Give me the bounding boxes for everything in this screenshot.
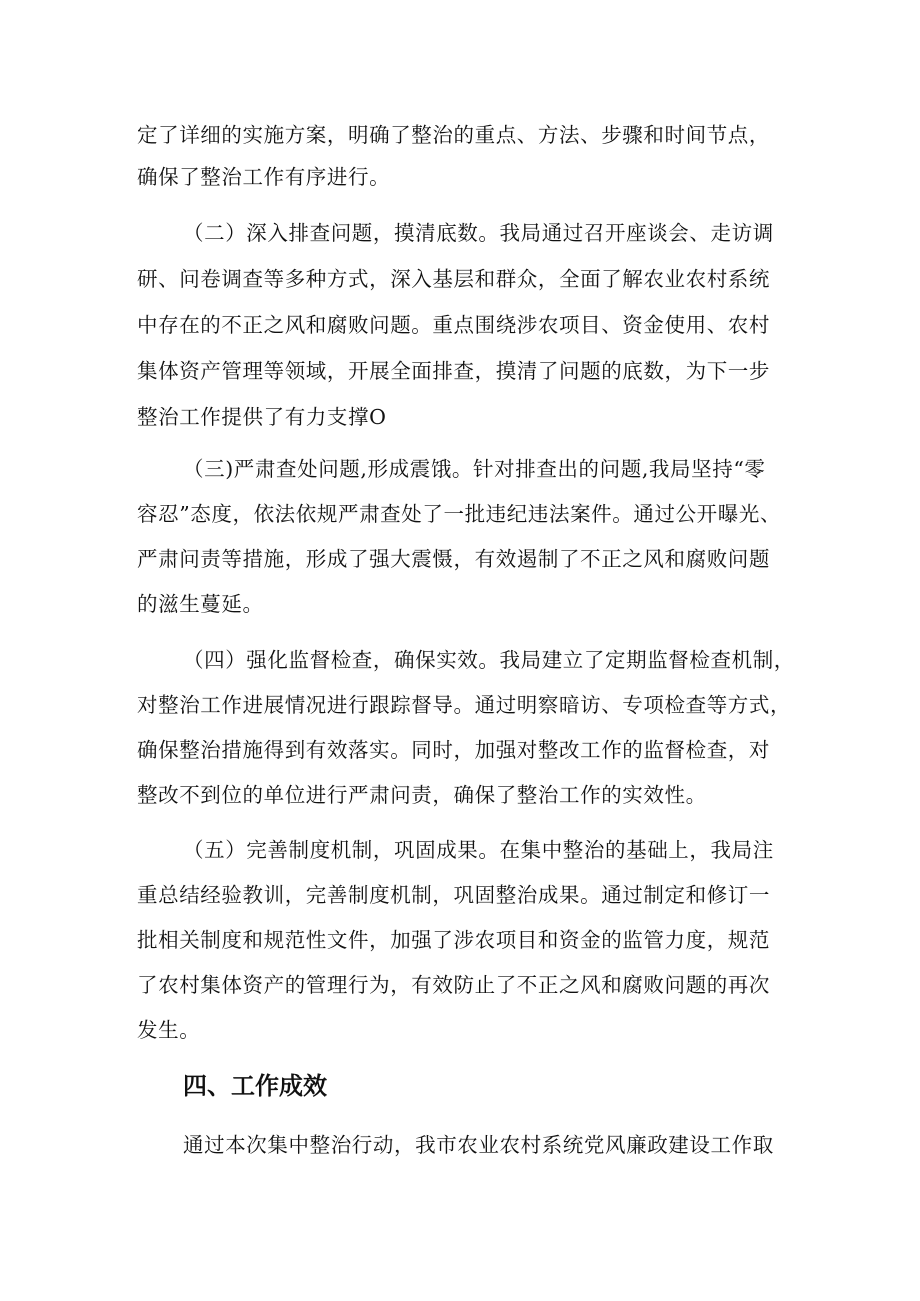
section-3-line: 的滋生蔓延。: [137, 592, 264, 616]
section-3-line: 严肃问责等措施，形成了强大震慑，有效遏制了不正之风和腐败问题: [137, 547, 770, 571]
section-4-line: 对整治工作进展情况进行跟踪督导。通过明察暗访、专项检查等方式，: [137, 693, 792, 717]
section-4-line: 整改不到位的单位进行严肃问责，确保了整治工作的实效性。: [137, 783, 707, 807]
section-5-line: 发生。: [137, 1018, 201, 1042]
section-3-line: （三)严肃查处问题,形成震饿。针对排查出的问题,我局坚持“零: [183, 457, 766, 481]
section-2-line: 集体资产管理等领域，开展全面排查，摸清了问题的底数，为下一步: [137, 359, 770, 383]
section-2-line: 整治工作提供了有力支撑O: [137, 405, 387, 429]
section-heading: 四、工作成效: [183, 1072, 327, 1100]
section-5-line: 了农村集体资产的管理行为，有效防止了不正之风和腐败问题的再次: [137, 973, 770, 997]
section-3-line: 容忍”态度，依法依规严肃查处了一批违纪违法案件。通过公开曝光、: [137, 502, 782, 526]
paragraph-line: 定了详细的实施方案，明确了整治的重点、方法、步骤和时间节点，: [137, 123, 770, 147]
section-5-line: 重总结经验教训，完善制度机制，巩固整治成果。通过制定和修订一: [137, 883, 770, 907]
section-4-line: 确保整治措施得到有效落实。同时，加强对整改工作的监督检查，对: [137, 738, 770, 762]
section-2-line: 研、问卷调查等多种方式，深入基层和群众，全面了解农业农村系统: [137, 267, 770, 291]
section-2-line: 中存在的不正之风和腐败问题。重点围绕涉农项目、资金使用、农村: [137, 313, 770, 337]
paragraph-line: 确保了整治工作有序进行。: [137, 165, 391, 189]
section-5-line: （五）完善制度机制，巩固成果。在集中整治的基础上，我局注: [183, 838, 774, 862]
section-4-line: （四）强化监督检查，确保实效。我局建立了定期监督检查机制，: [183, 648, 795, 672]
results-line: 通过本次集中整治行动，我市农业农村系统党风廉政建设工作取: [183, 1133, 774, 1157]
section-5-line: 批相关制度和规范性文件，加强了涉农项目和资金的监管力度，规范: [137, 928, 770, 952]
section-2-line: （二）深入排查问题，摸清底数。我局通过召开座谈会、走访调: [183, 221, 774, 245]
